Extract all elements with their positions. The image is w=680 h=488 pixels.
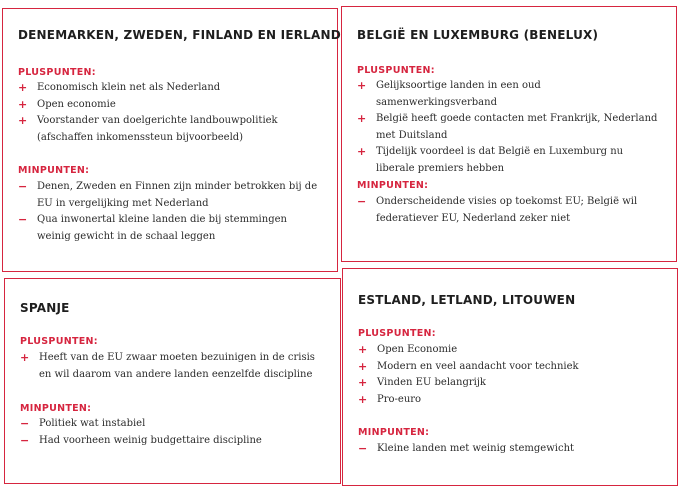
minpunten-list bbox=[357, 194, 662, 227]
minus-icon: − bbox=[20, 433, 30, 447]
pluspunten-heading: PLUSPUNTEN: bbox=[20, 336, 98, 347]
list-item bbox=[18, 97, 320, 114]
item-text: Politiek wat instabiel bbox=[39, 418, 146, 429]
list-item bbox=[20, 416, 325, 433]
card-spain bbox=[4, 278, 341, 484]
list-item bbox=[358, 359, 663, 376]
pluspunten-heading: PLUSPUNTEN: bbox=[358, 328, 436, 339]
pluspunten-list bbox=[358, 342, 663, 408]
item-text: Gelijksoortige landen in een oud samenwerkingsverband bbox=[376, 80, 541, 108]
card-nordic-ireland bbox=[2, 8, 341, 272]
plus-icon: + bbox=[357, 79, 367, 92]
list-item bbox=[357, 144, 662, 177]
list-item bbox=[18, 80, 320, 97]
item-text: Pro-euro bbox=[377, 393, 422, 405]
pluspunten-list bbox=[20, 350, 325, 383]
plus-icon: + bbox=[18, 97, 28, 111]
card-title: ESTLAND, LETLAND, LITOUWEN bbox=[358, 293, 576, 307]
item-text: Modern en veel aandacht voor techniek bbox=[377, 360, 579, 372]
item-text: Voorstander van doelgerichte landbouwpolitiek (afschaffen inkomenssteun bijvoorbeeld) bbox=[37, 115, 278, 143]
item-text: Heeft van de EU zwaar moeten bezuinigen in de crisis en wil daarom van andere landen eenzelfde discipline bbox=[39, 352, 315, 380]
list-item bbox=[358, 441, 663, 458]
list-item bbox=[18, 212, 320, 245]
list-item bbox=[18, 179, 320, 212]
item-text: België heeft goede contacten met Frankrijk, Nederland met Duitsland bbox=[376, 113, 658, 141]
item-text: Denen, Zweden en Finnen zijn minder betrokken bij de EU in vergelijking met Nederland bbox=[37, 181, 318, 209]
plus-icon: + bbox=[18, 114, 28, 127]
list-item bbox=[18, 113, 320, 146]
card-belgium-luxembourg bbox=[341, 6, 677, 262]
card-title: BELGIË EN LUXEMBURG (BENELUX) bbox=[357, 28, 599, 42]
minpunten-heading: MINPUNTEN: bbox=[20, 403, 92, 414]
plus-icon: + bbox=[358, 359, 368, 373]
card-baltics bbox=[342, 268, 678, 486]
item-text: Had voorheen weinig budgettaire discipline bbox=[39, 434, 262, 446]
minpunten-list bbox=[20, 416, 325, 449]
plus-icon: + bbox=[18, 81, 28, 94]
plus-icon: + bbox=[358, 392, 368, 406]
minpunten-heading: MINPUNTEN: bbox=[358, 427, 430, 438]
plus-icon: + bbox=[357, 112, 367, 125]
list-item bbox=[358, 342, 663, 359]
pluspunten-list bbox=[18, 80, 320, 146]
pluspunten-list bbox=[357, 78, 662, 177]
pluspunten-heading: PLUSPUNTEN: bbox=[18, 67, 96, 78]
item-text: Open economie bbox=[37, 98, 116, 110]
minus-icon: − bbox=[358, 442, 368, 455]
card-title: DENEMARKEN, ZWEDEN, FINLAND EN IERLAND bbox=[18, 28, 341, 42]
item-text: Kleine landen met weinig stemgewicht bbox=[377, 443, 575, 454]
plus-icon: + bbox=[358, 376, 368, 389]
item-text: Qua inwonertal kleine landen die bij stemmingen weinig gewicht in de schaal leggen bbox=[37, 214, 287, 242]
item-text: Economisch klein net als Nederland bbox=[37, 82, 221, 93]
minpunten-heading: MINPUNTEN: bbox=[357, 180, 429, 191]
item-text: Tijdelijk voordeel is dat België en Luxemburg nu liberale premiers hebben bbox=[376, 146, 624, 174]
minus-icon: − bbox=[20, 417, 30, 430]
item-text: Vinden EU belangrijk bbox=[377, 377, 486, 388]
item-text: Onderscheidende visies op toekomst EU; België wil federatiever EU, Nederland zeker niet bbox=[376, 196, 638, 224]
list-item bbox=[357, 78, 662, 111]
minpunten-list bbox=[18, 179, 320, 245]
minus-icon: − bbox=[357, 195, 367, 208]
pluspunten-heading: PLUSPUNTEN: bbox=[357, 65, 435, 76]
plus-icon: + bbox=[20, 351, 30, 364]
item-text: Open Economie bbox=[377, 344, 458, 355]
minpunten-list bbox=[358, 441, 663, 458]
list-item bbox=[20, 350, 325, 383]
list-item bbox=[357, 194, 662, 227]
card-title: SPANJE bbox=[20, 301, 70, 315]
plus-icon: + bbox=[357, 145, 367, 158]
list-item bbox=[20, 433, 325, 450]
list-item bbox=[357, 111, 662, 144]
minpunten-heading: MINPUNTEN: bbox=[18, 165, 90, 176]
minus-icon: − bbox=[18, 180, 28, 193]
list-item bbox=[358, 375, 663, 392]
list-item bbox=[358, 392, 663, 409]
minus-icon: − bbox=[18, 213, 28, 226]
plus-icon: + bbox=[358, 343, 368, 356]
